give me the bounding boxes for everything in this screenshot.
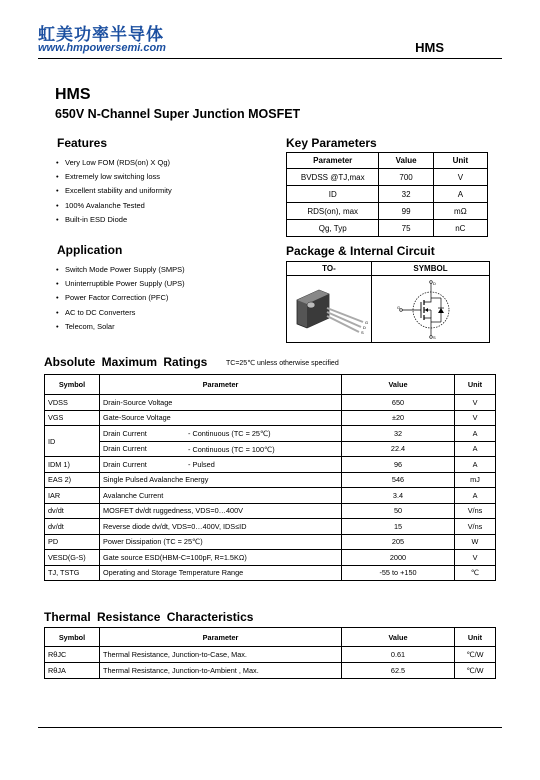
- parameter-text: Gate source ESD(HBM-C=100pF, R=1.5KΩ): [103, 552, 247, 562]
- table-cell: RDS(on), max: [287, 203, 379, 220]
- table-cell: 3.4: [342, 488, 455, 504]
- key-parameters-table: [286, 152, 488, 237]
- column-header: Parameter: [100, 628, 342, 647]
- list-item: • Built-in ESD Diode: [55, 213, 265, 227]
- thermal-heading: Thermal Resistance Characteristics: [44, 610, 254, 624]
- package-heading: Package & Internal Circuit: [286, 244, 435, 258]
- table-cell: 32: [342, 426, 455, 442]
- page-title: HMS: [55, 86, 91, 103]
- parameter-text: Avalanche Current: [103, 490, 164, 500]
- table-cell: EAS 2): [45, 472, 100, 488]
- table-row: [45, 550, 496, 566]
- table-cell: Thermal Resistance, Junction-to-Ambient , Max.: [100, 663, 342, 679]
- table-cell: ID: [287, 186, 379, 203]
- table-cell: V/ns: [455, 519, 496, 535]
- list-item: • Extremely low switching loss: [55, 170, 265, 184]
- table-row: [45, 410, 496, 426]
- table-cell: ℃: [455, 565, 496, 581]
- table-cell: V: [455, 550, 496, 566]
- table-row: [45, 519, 496, 535]
- list-item: • Very Low FOM (RDS(on) X Qg): [55, 156, 265, 170]
- table-cell: 2000: [342, 550, 455, 566]
- parameter-condition: - Continuous (TC = 100℃): [188, 444, 275, 454]
- amr-table-body: [45, 395, 496, 581]
- parameter-text: Drain Current: [103, 459, 147, 469]
- table-cell: ID: [45, 426, 100, 457]
- features-list: [55, 156, 265, 227]
- parameter-condition: - Pulsed: [188, 460, 215, 469]
- list-item: • Uninterruptible Power Supply (UPS): [55, 277, 265, 291]
- table-row: [287, 169, 488, 186]
- table-cell: VDSS: [45, 395, 100, 411]
- table-cell: mJ: [455, 472, 496, 488]
- list-item: • Telecom, Solar: [55, 320, 265, 334]
- table-cell: [100, 519, 342, 535]
- table-cell: 0.61: [342, 647, 455, 663]
- column-header: Unit: [455, 375, 496, 395]
- table-row: [287, 186, 488, 203]
- table-cell: [100, 457, 342, 473]
- parameter-text: Gate-Source Voltage: [103, 413, 171, 423]
- list-item: • Power Factor Correction (PFC): [55, 291, 265, 305]
- application-heading: Application: [57, 243, 123, 257]
- table-cell: ℃/W: [455, 663, 496, 679]
- table-row: [45, 457, 496, 473]
- table-row: [45, 647, 496, 663]
- package-box: [286, 261, 490, 343]
- table-header-row: [45, 375, 496, 395]
- table-cell: 700: [379, 169, 433, 186]
- table-cell: TJ, TSTG: [45, 565, 100, 581]
- table-header-row: [287, 153, 488, 169]
- parameter-text: Drain Current: [103, 428, 147, 438]
- thermal-table-body: [45, 647, 496, 679]
- table-cell: IDM 1): [45, 457, 100, 473]
- column-header: Symbol: [45, 375, 100, 395]
- application-list: [55, 263, 265, 334]
- mosfet-symbol-icon: [395, 278, 467, 340]
- column-header: Value: [342, 628, 455, 647]
- table-row: [45, 534, 496, 550]
- table-cell: Thermal Resistance, Junction-to-Case, Max.: [100, 647, 342, 663]
- features-heading: Features: [57, 136, 108, 150]
- table-cell: A: [455, 426, 496, 442]
- pin-label: S: [433, 335, 436, 340]
- table-cell: 75: [379, 220, 433, 237]
- table-cell: BVDSS @TJ,max: [287, 169, 379, 186]
- amr-condition-note: TC=25℃ unless otherwise specified: [226, 360, 339, 367]
- table-cell: V/ns: [455, 503, 496, 519]
- column-header: Parameter: [100, 375, 342, 395]
- column-header: Unit: [433, 153, 487, 169]
- table-cell: mΩ: [433, 203, 487, 220]
- table-cell: [100, 534, 342, 550]
- table-cell: ℃/W: [455, 647, 496, 663]
- pin-label: S: [361, 330, 364, 335]
- amr-heading: Absolute Maximum Ratings: [44, 355, 208, 369]
- list-item: • Excellent stability and uniformity: [55, 184, 265, 198]
- table-cell: A: [433, 186, 487, 203]
- table-cell: -55 to +150: [342, 565, 455, 581]
- list-item: • AC to DC Converters: [55, 306, 265, 320]
- table-cell: V: [433, 169, 487, 186]
- parameter-condition: - Continuous (TC = 25℃): [188, 429, 271, 438]
- table-cell: nC: [433, 220, 487, 237]
- parameter-text: Reverse diode dv/dt, VDS=0…400V, IDS≤ID: [103, 521, 247, 531]
- table-row: [287, 203, 488, 220]
- column-header: Value: [342, 375, 455, 395]
- header-divider: [38, 58, 502, 59]
- parameter-text: Drain Current: [103, 444, 147, 454]
- column-header: Parameter: [287, 153, 379, 169]
- table-header-row: [45, 628, 496, 647]
- parameter-text: MOSFET dv/dt ruggedness, VDS=0…400V: [103, 506, 243, 516]
- to220-package-image: [289, 278, 369, 340]
- table-cell: V: [455, 395, 496, 411]
- table-cell: PD: [45, 534, 100, 550]
- pin-label: G: [397, 305, 401, 310]
- table-cell: A: [455, 488, 496, 504]
- table-cell: A: [455, 441, 496, 457]
- table-cell: 546: [342, 472, 455, 488]
- pin-label: D: [433, 281, 436, 286]
- footer-divider: [38, 727, 502, 728]
- brand-url-link[interactable]: www.hmpowersemi.com: [38, 42, 166, 54]
- pin-label: G: [365, 320, 369, 325]
- table-cell: RθJA: [45, 663, 100, 679]
- page-subtitle: 650V N-Channel Super Junction MOSFET: [55, 107, 301, 121]
- table-cell: 50: [342, 503, 455, 519]
- table-cell: RθJC: [45, 647, 100, 663]
- table-cell: 62.5: [342, 663, 455, 679]
- table-cell: [100, 488, 342, 504]
- pin-label: D: [363, 325, 366, 330]
- table-cell: Qg, Typ: [287, 220, 379, 237]
- table-cell: 96: [342, 457, 455, 473]
- table-cell: dv/dt: [45, 503, 100, 519]
- table-cell: [100, 410, 342, 426]
- table-row: [45, 488, 496, 504]
- table-cell: VGS: [45, 410, 100, 426]
- table-row: [45, 472, 496, 488]
- table-row: [45, 503, 496, 519]
- table-cell: 205: [342, 534, 455, 550]
- package-column-header: TO-: [287, 262, 372, 276]
- list-item: • Switch Mode Power Supply (SMPS): [55, 263, 265, 277]
- column-header: Unit: [455, 628, 496, 647]
- table-cell: [100, 565, 342, 581]
- header-part-number: HMS: [415, 40, 444, 55]
- table-cell: 99: [379, 203, 433, 220]
- table-row: [45, 565, 496, 581]
- table-row: [45, 663, 496, 679]
- table-cell: [100, 550, 342, 566]
- thermal-resistance-table: [44, 627, 496, 679]
- key-parameters-heading: Key Parameters: [286, 136, 377, 150]
- table-cell: W: [455, 534, 496, 550]
- table-cell: [100, 472, 342, 488]
- table-cell: dv/dt: [45, 519, 100, 535]
- table-cell: 15: [342, 519, 455, 535]
- package-divider: [371, 262, 372, 342]
- table-cell: [100, 426, 342, 442]
- table-cell: A: [455, 457, 496, 473]
- parameter-text: Power Dissipation (TC = 25℃): [103, 537, 203, 547]
- brand-chinese-logo: 虹美功率半导体: [38, 25, 164, 45]
- table-cell: ±20: [342, 410, 455, 426]
- table-row: [45, 395, 496, 411]
- symbol-column-header: SYMBOL: [372, 262, 489, 276]
- parameter-text: Single Pulsed Avalanche Energy: [103, 475, 209, 485]
- table-cell: [100, 441, 342, 457]
- table-cell: [100, 395, 342, 411]
- list-item: • 100% Avalanche Tested: [55, 199, 265, 213]
- column-header: Symbol: [45, 628, 100, 647]
- table-cell: V: [455, 410, 496, 426]
- table-cell: 32: [379, 186, 433, 203]
- table-cell: [100, 503, 342, 519]
- column-header: Value: [379, 153, 433, 169]
- parameter-text: Drain-Source Voltage: [103, 397, 173, 407]
- table-cell: 650: [342, 395, 455, 411]
- table-row: [45, 441, 496, 457]
- table-cell: 22.4: [342, 441, 455, 457]
- parameter-text: Operating and Storage Temperature Range: [103, 568, 244, 578]
- absolute-maximum-ratings-table: [44, 374, 496, 581]
- table-row: [287, 220, 488, 237]
- table-cell: VESD(G-S): [45, 550, 100, 566]
- table-cell: IAR: [45, 488, 100, 504]
- table-row: [45, 426, 496, 442]
